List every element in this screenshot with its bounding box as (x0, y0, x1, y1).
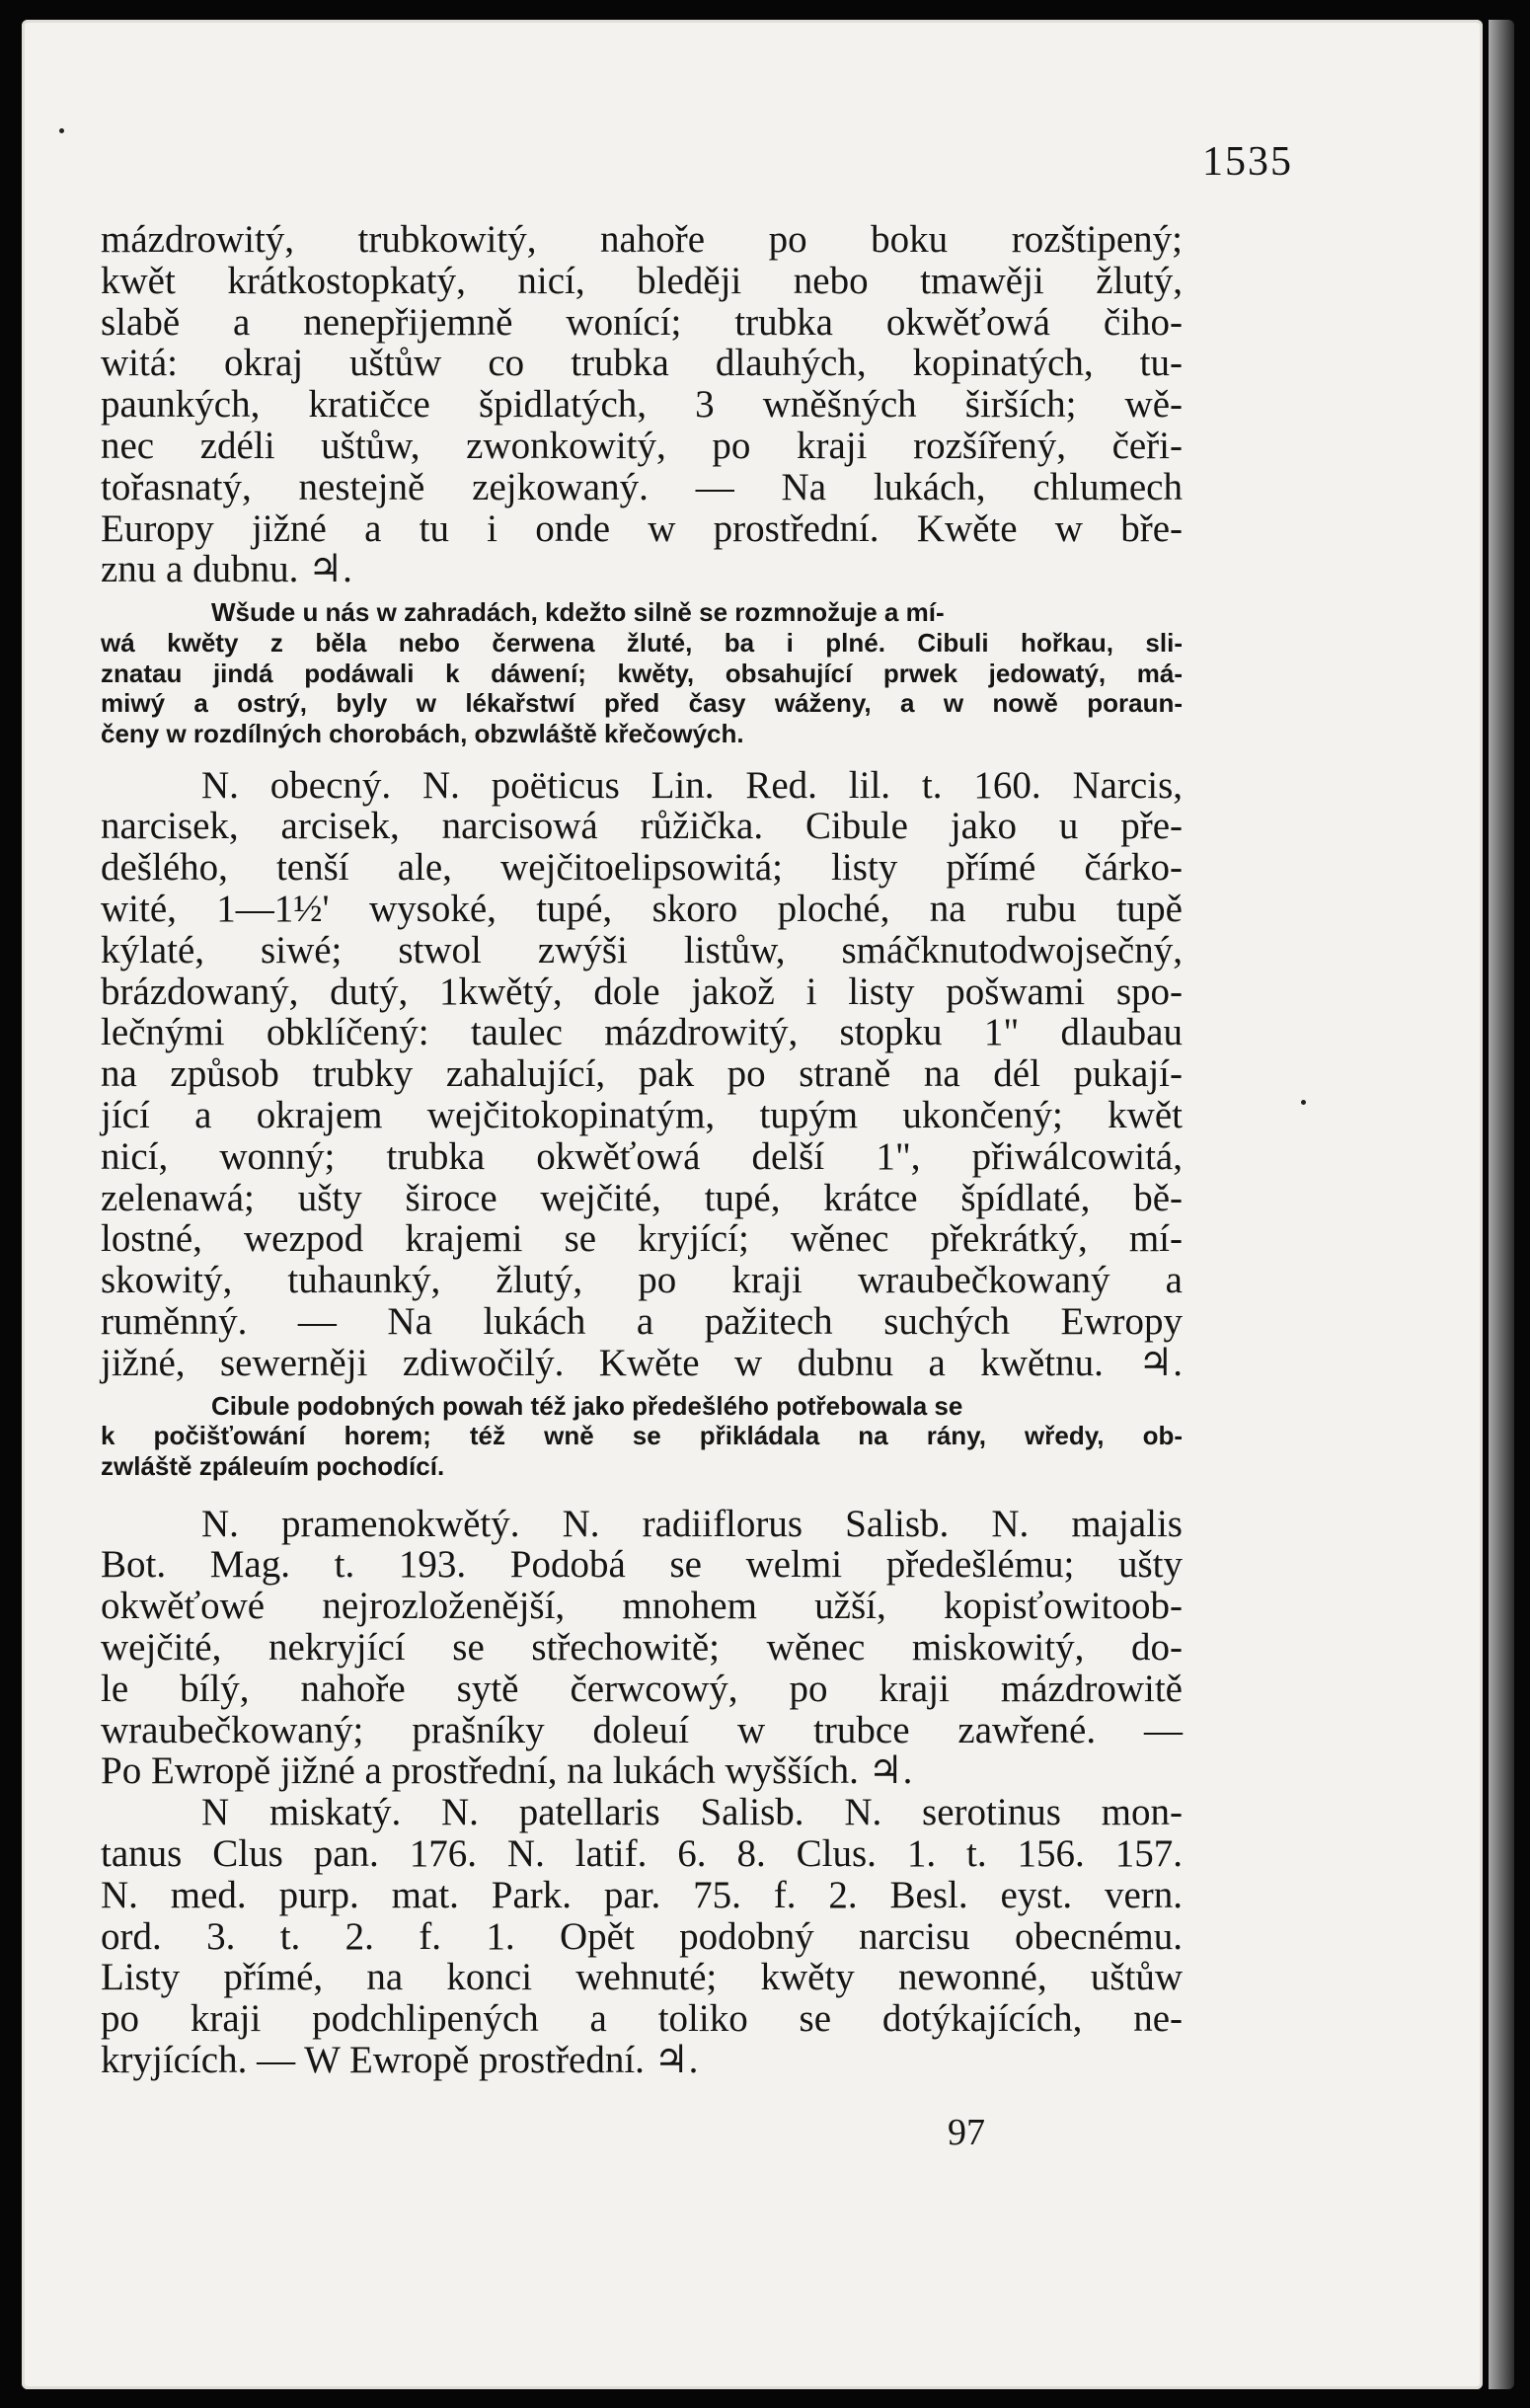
text-line: zelenawá; ušty široce wejčité, tupé, krátce špídlaté, bě- (101, 1176, 1183, 1219)
text-line: kryjících. — W Ewropě prostřední. ♃. (101, 2038, 699, 2081)
text-line: po kraji podchlipených a toliko se dotýkajících, ne- (101, 1997, 1183, 2041)
text-line: lostné, wezpod krajemi se kryjící; wěnec překrátký, mí- (101, 1217, 1183, 1261)
text-line: slabě a nenepřijemně wonící; trubka okwěťowá čiho- (101, 300, 1183, 344)
text-line: tanus Clus pan. 176. N. latif. 6. 8. Clus. 1. t. 156. 157. (101, 1832, 1183, 1875)
text-line: wejčité, nekryjící se střechowitě; wěnec miskowitý, do- (101, 1626, 1183, 1670)
text-line: kýlaté, siwé; stwol zwýši listůw, smáčknutodwojsečný, (101, 928, 1183, 971)
text-line: skowitý, tuhaunký, žlutý, po kraji wraubečkowaný a (101, 1259, 1183, 1302)
text-line: nicí, wonný; trubka okwěťowá delší 1", přiwálcowitá, (101, 1134, 1183, 1178)
note-line: znatau jindá podáwali k dáwení; kwěty, obsahující prwek jedowatý, má- (101, 658, 1183, 688)
note-line: čeny w rozdílných chorobách, obzwláště křečowých. (101, 718, 744, 748)
text-line: wité, 1—1½' wysoké, tupé, skoro ploché, na rubu tupě (101, 888, 1183, 930)
text-line: paunkých, kratičce špidlatých, 3 wněšných širších; wě- (101, 383, 1183, 427)
entry-heading-line: N. pramenokwětý. N. radiiflorus Salisb. N. majalis (201, 1502, 1183, 1545)
text-line: znu a dubnu. ♃. (101, 548, 352, 591)
text-line: dešlého, tenší ale, wejčitoelipsowitá; listy přímé čárko- (101, 846, 1183, 890)
text-line: okwěťowé nejrozloženější, mnohem užší, kopisťowitoob- (101, 1585, 1183, 1628)
note-line: Cibule podobných powah též jako předešlého potřebowala se (211, 1390, 963, 1421)
text-line: jící a okrajem wejčitokopinatým, tupým ukončený; kwět (101, 1093, 1183, 1136)
text-line: N. med. purp. mat. Park. par. 75. f. 2. Besl. eyst. vern. (101, 1873, 1183, 1916)
text-line: ruměnný. — Na lukách a pažitech suchých Ewropy (101, 1299, 1183, 1343)
paper-speck (1301, 1100, 1306, 1105)
paper-speck (59, 128, 64, 133)
text-line: Po Ewropě jižné a prostřední, na lukách wyšších. ♃. (101, 1749, 913, 1793)
entry-heading-line: N. obecný. N. poëticus Lin. Red. lil. t. 160. Narcis, (201, 763, 1183, 807)
signature-number: 97 (948, 2112, 985, 2153)
page-edge (1489, 20, 1514, 2389)
text-line: mázdrowitý, trubkowitý, nahoře po boku rozštipený; (101, 218, 1183, 261)
text-line: lečnými obklíčený: taulec mázdrowitý, stopku 1" dlaubau (101, 1011, 1183, 1054)
text-line: Bot. Mag. t. 193. Podobá se welmi předešlému; ušty (101, 1543, 1183, 1587)
text-line: na způsob trubky zahalující, pak po straně na dél pukají- (101, 1052, 1183, 1096)
text-line: witá: okraj uštůw co trubka dlauhých, kopinatých, tu- (101, 342, 1183, 385)
text-line: wraubečkowaný; prašníky doleuí w trubce zawřené. — (101, 1708, 1183, 1751)
note-line: Wšude u nás w zahradách, kdežto silně se rozmnožuje a mí- (211, 597, 945, 628)
entry-heading-line: N miskatý. N. patellaris Salisb. N. serotinus mon- (201, 1791, 1183, 1834)
text-line: nec zdéli uštůw, zwonkowitý, po kraji rozšířený, čeři- (101, 424, 1183, 467)
text-line: jižné, sewerněji zdiwočilý. Kwěte w dubnu a kwětnu. ♃. (101, 1341, 1183, 1384)
note-line: miwý a ostrý, byly w lékařstwí před časy wáženy, a w nowě poraun- (101, 688, 1183, 719)
note-line: zwláště zpáleuím pochodící. (101, 1450, 445, 1481)
text-line: Europy jižné a tu i onde w prostřední. Kwěte w bře- (101, 506, 1183, 550)
text-line: Listy přímé, na konci wehnuté; kwěty newonné, uštůw (101, 1956, 1183, 1999)
text-line: brázdowaný, dutý, 1kwětý, dole jakož i listy pošwami spo- (101, 970, 1183, 1013)
text-line: tořasnatý, nestejně zejkowaný. — Na lukách, chlumech (101, 465, 1183, 508)
text-line: ord. 3. t. 2. f. 1. Opět podobný narcisu obecnému. (101, 1914, 1183, 1958)
text-line: le bílý, nahoře sytě čerwcowý, po kraji mázdrowitě (101, 1667, 1183, 1710)
page-text (101, 219, 1183, 2081)
note-line: k počišťowání horem; též wně se přikládala na rány, wředy, ob- (101, 1421, 1183, 1451)
note-line: wá kwěty z běla nebo čerwena žluté, ba i plné. Cibuli hořkau, sli- (101, 627, 1183, 658)
text-line: narcisek, arcisek, narcisowá růžička. Cibule jako u pře- (101, 805, 1183, 848)
text-line: kwět krátkostopkatý, nicí, bleději nebo tmawěji žlutý, (101, 259, 1183, 302)
page-number: 1535 (1202, 139, 1293, 185)
